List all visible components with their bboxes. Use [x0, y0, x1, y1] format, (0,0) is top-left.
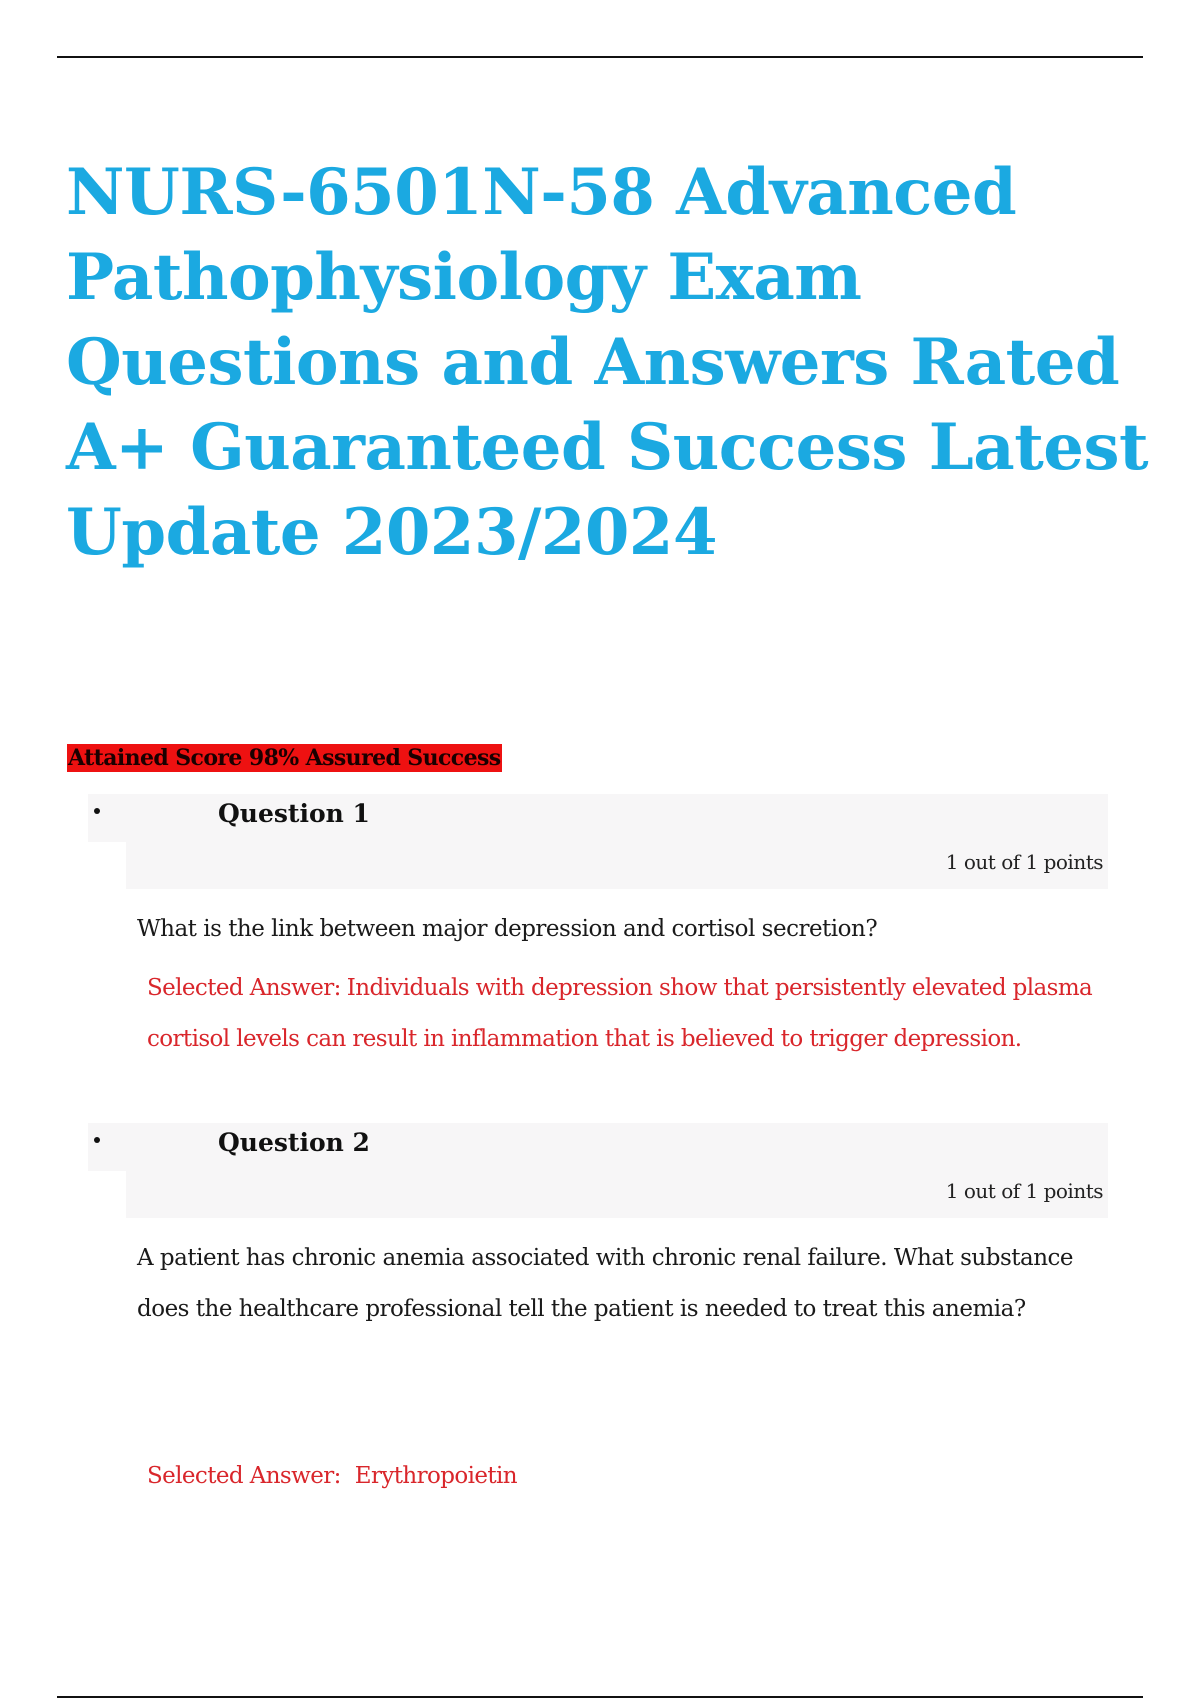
question-header	[88, 794, 1108, 889]
question-title: Question 2	[218, 1128, 370, 1157]
question-header	[88, 1123, 1108, 1218]
question-text: What is the link between major depression and cortisol secretion?	[137, 916, 878, 942]
question-points: 1 out of 1 points	[945, 850, 1103, 874]
question-points: 1 out of 1 points	[945, 1179, 1103, 1203]
score-banner: Attained Score 98% Assured Success	[68, 745, 501, 771]
bullet-icon	[94, 1137, 100, 1143]
top-rule	[57, 56, 1143, 58]
answer-label: Selected Answer:	[147, 1463, 341, 1489]
answer-value: Erythropoietin	[354, 1463, 518, 1489]
bottom-rule	[57, 1696, 1143, 1698]
question-text: A patient has chronic anemia associated with chronic renal failure. What substance does the healthcare professional tell the patient is needed to treat this anemia?	[137, 1245, 1074, 1322]
question-title: Question 1	[218, 799, 370, 828]
answer-value: Individuals with depression show that persistently elevated plasma cortisol levels can result in inflammation that is believed to trigger depression.	[147, 975, 1093, 1052]
document-title: NURS-6501N-58 Advanced Pathophysiology Exam Questions and Answers Rated A+ Guaranteed Success Latest Update 2023/2024	[66, 155, 1149, 570]
answer-label: Selected Answer:	[147, 975, 341, 1001]
bullet-icon	[94, 808, 100, 814]
selected-answer	[147, 963, 1177, 1065]
selected-answer	[147, 1451, 1177, 1502]
